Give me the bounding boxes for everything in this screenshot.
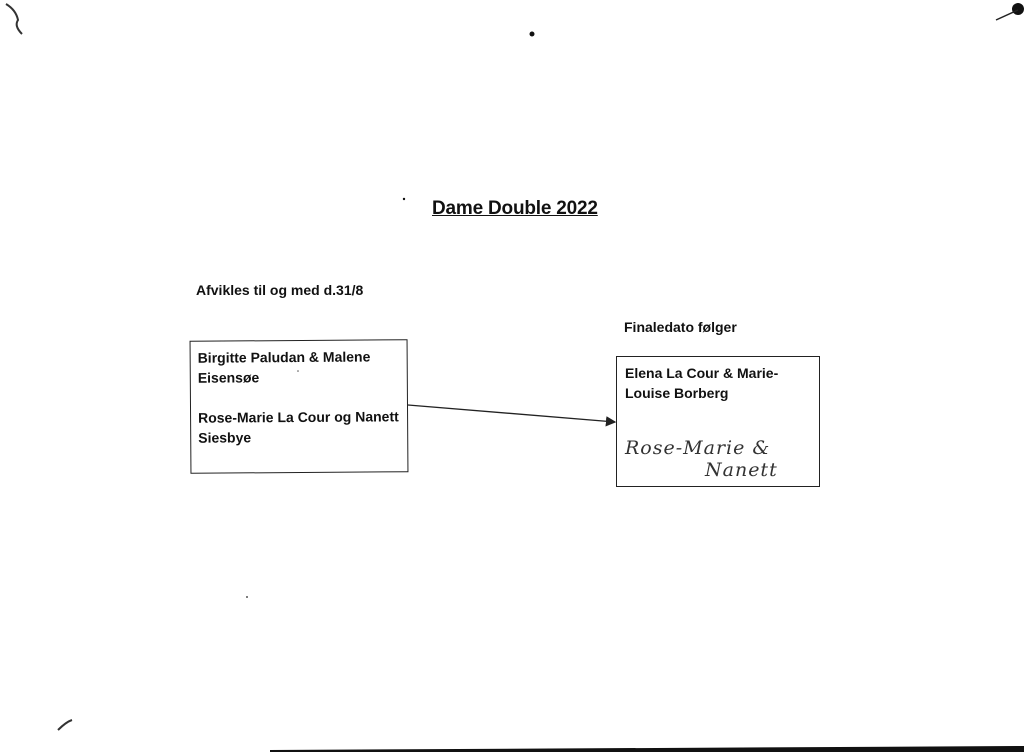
connector-arrow	[408, 405, 615, 422]
pair-entry: Birgitte Paludan & Malene Eisensøe	[197, 348, 371, 386]
scan-mark	[6, 4, 22, 34]
scan-speck	[403, 198, 405, 200]
deadline-note: Afvikles til og med d.31/8	[196, 282, 364, 298]
scan-speck	[530, 32, 535, 37]
handwritten-line: Nanett	[705, 459, 778, 481]
document-title: Dame Double 2022	[432, 198, 598, 219]
scan-edge	[270, 746, 1024, 752]
pair-entry: Elena La Cour & Marie-Louise Borberg	[625, 365, 779, 401]
scan-speck	[297, 370, 299, 372]
final-date-note: Finaledato følger	[624, 319, 737, 335]
pair-entry: Rose-Marie La Cour og Nanett Siesbye	[198, 408, 399, 446]
handwritten-line: Rose-Marie &	[625, 437, 771, 459]
scan-mark	[58, 720, 72, 730]
scan-speck	[1012, 3, 1024, 15]
scan-speck	[246, 596, 248, 598]
scan-mark	[996, 10, 1018, 20]
